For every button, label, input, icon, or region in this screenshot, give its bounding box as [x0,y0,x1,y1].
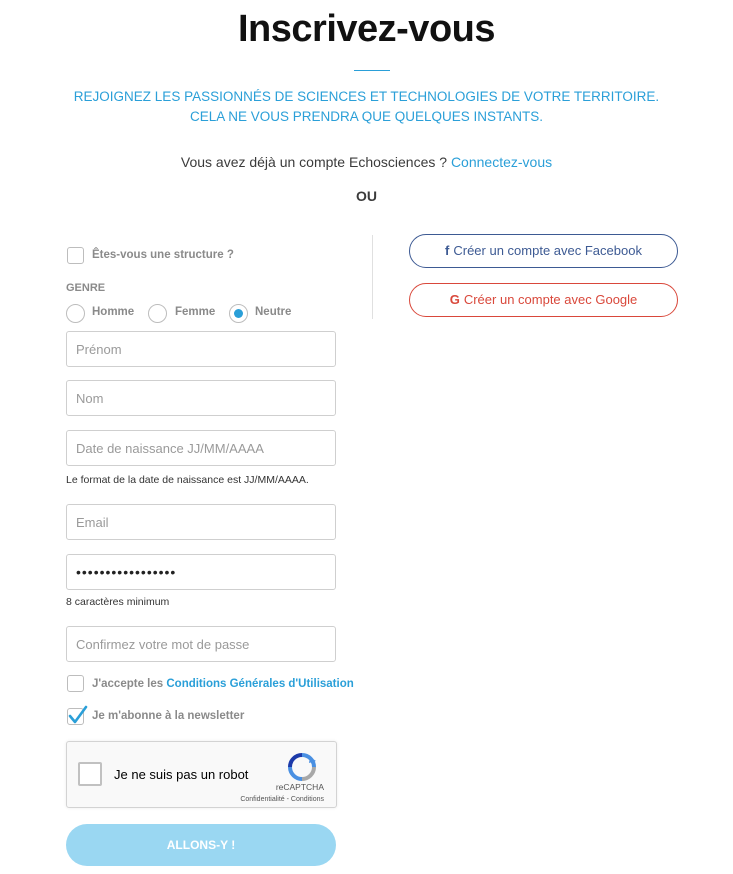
last-name-input[interactable] [66,380,336,416]
page-title: Inscrivez-vous [238,8,495,50]
first-name-input[interactable] [66,331,336,367]
or-separator: OU [356,188,377,204]
birthdate-hint: Le format de la date de naissance est JJ/MM/AAAA. [66,474,309,486]
column-divider [372,235,373,319]
login-prompt-text: Vous avez déjà un compte Echosciences ? [180,154,448,170]
terms-link[interactable]: Conditions Générales d'Utilisation [166,678,354,690]
facebook-signup-label: Créer un compte avec Facebook [453,243,642,258]
password-input[interactable] [66,554,336,590]
subtitle-line-1: REJOIGNEZ LES PASSIONNÉS DE SCIENCES ET TECHNOLOGIES DE VOTRE TERRITOIRE. [73,89,660,104]
email-input[interactable] [66,504,336,540]
structure-checkbox[interactable] [67,247,84,264]
login-prompt [0,154,733,170]
page-subtitle [0,87,733,127]
gender-radio-femme[interactable] [148,304,167,323]
gender-radio-homme[interactable] [66,304,85,323]
facebook-icon: f [445,243,450,258]
newsletter-label: Je m'abonne à la newsletter [92,710,245,722]
recaptcha-links[interactable]: Confidentialité - Conditions [240,796,324,803]
gender-label: GENRE [66,282,106,294]
terms-checkbox[interactable] [67,675,84,692]
birthdate-input[interactable] [66,430,336,466]
gender-radio-neutre[interactable] [229,304,248,323]
gender-label-neutre: Neutre [255,306,292,318]
password-hint: 8 caractères minimum [66,596,170,608]
facebook-signup-button[interactable] [409,234,678,268]
recaptcha-checkbox[interactable] [78,762,102,786]
gender-label-femme: Femme [175,306,216,318]
recaptcha-brand: reCAPTCHA [275,782,324,792]
terms-prefix: J'accepte les [92,678,164,690]
google-signup-label: Créer un compte avec Google [463,292,638,307]
checkmark-icon [67,705,89,727]
gender-label-homme: Homme [92,306,135,318]
newsletter-checkbox[interactable] [67,708,84,725]
google-icon: G [449,292,460,307]
google-signup-button[interactable] [409,283,678,317]
title-divider [354,70,390,71]
login-link[interactable]: Connectez-vous [450,154,553,170]
terms-label [92,678,354,690]
recaptcha-widget [66,741,337,808]
submit-button[interactable]: ALLONS-Y ! [66,824,336,866]
recaptcha-label: Je ne suis pas un robot [114,767,249,782]
confirm-password-input[interactable] [66,626,336,662]
structure-label: Êtes-vous une structure ? [92,249,234,261]
recaptcha-logo-icon [287,752,317,782]
subtitle-line-2: CELA NE VOUS PRENDRA QUE QUELQUES INSTANTS. [189,109,544,124]
